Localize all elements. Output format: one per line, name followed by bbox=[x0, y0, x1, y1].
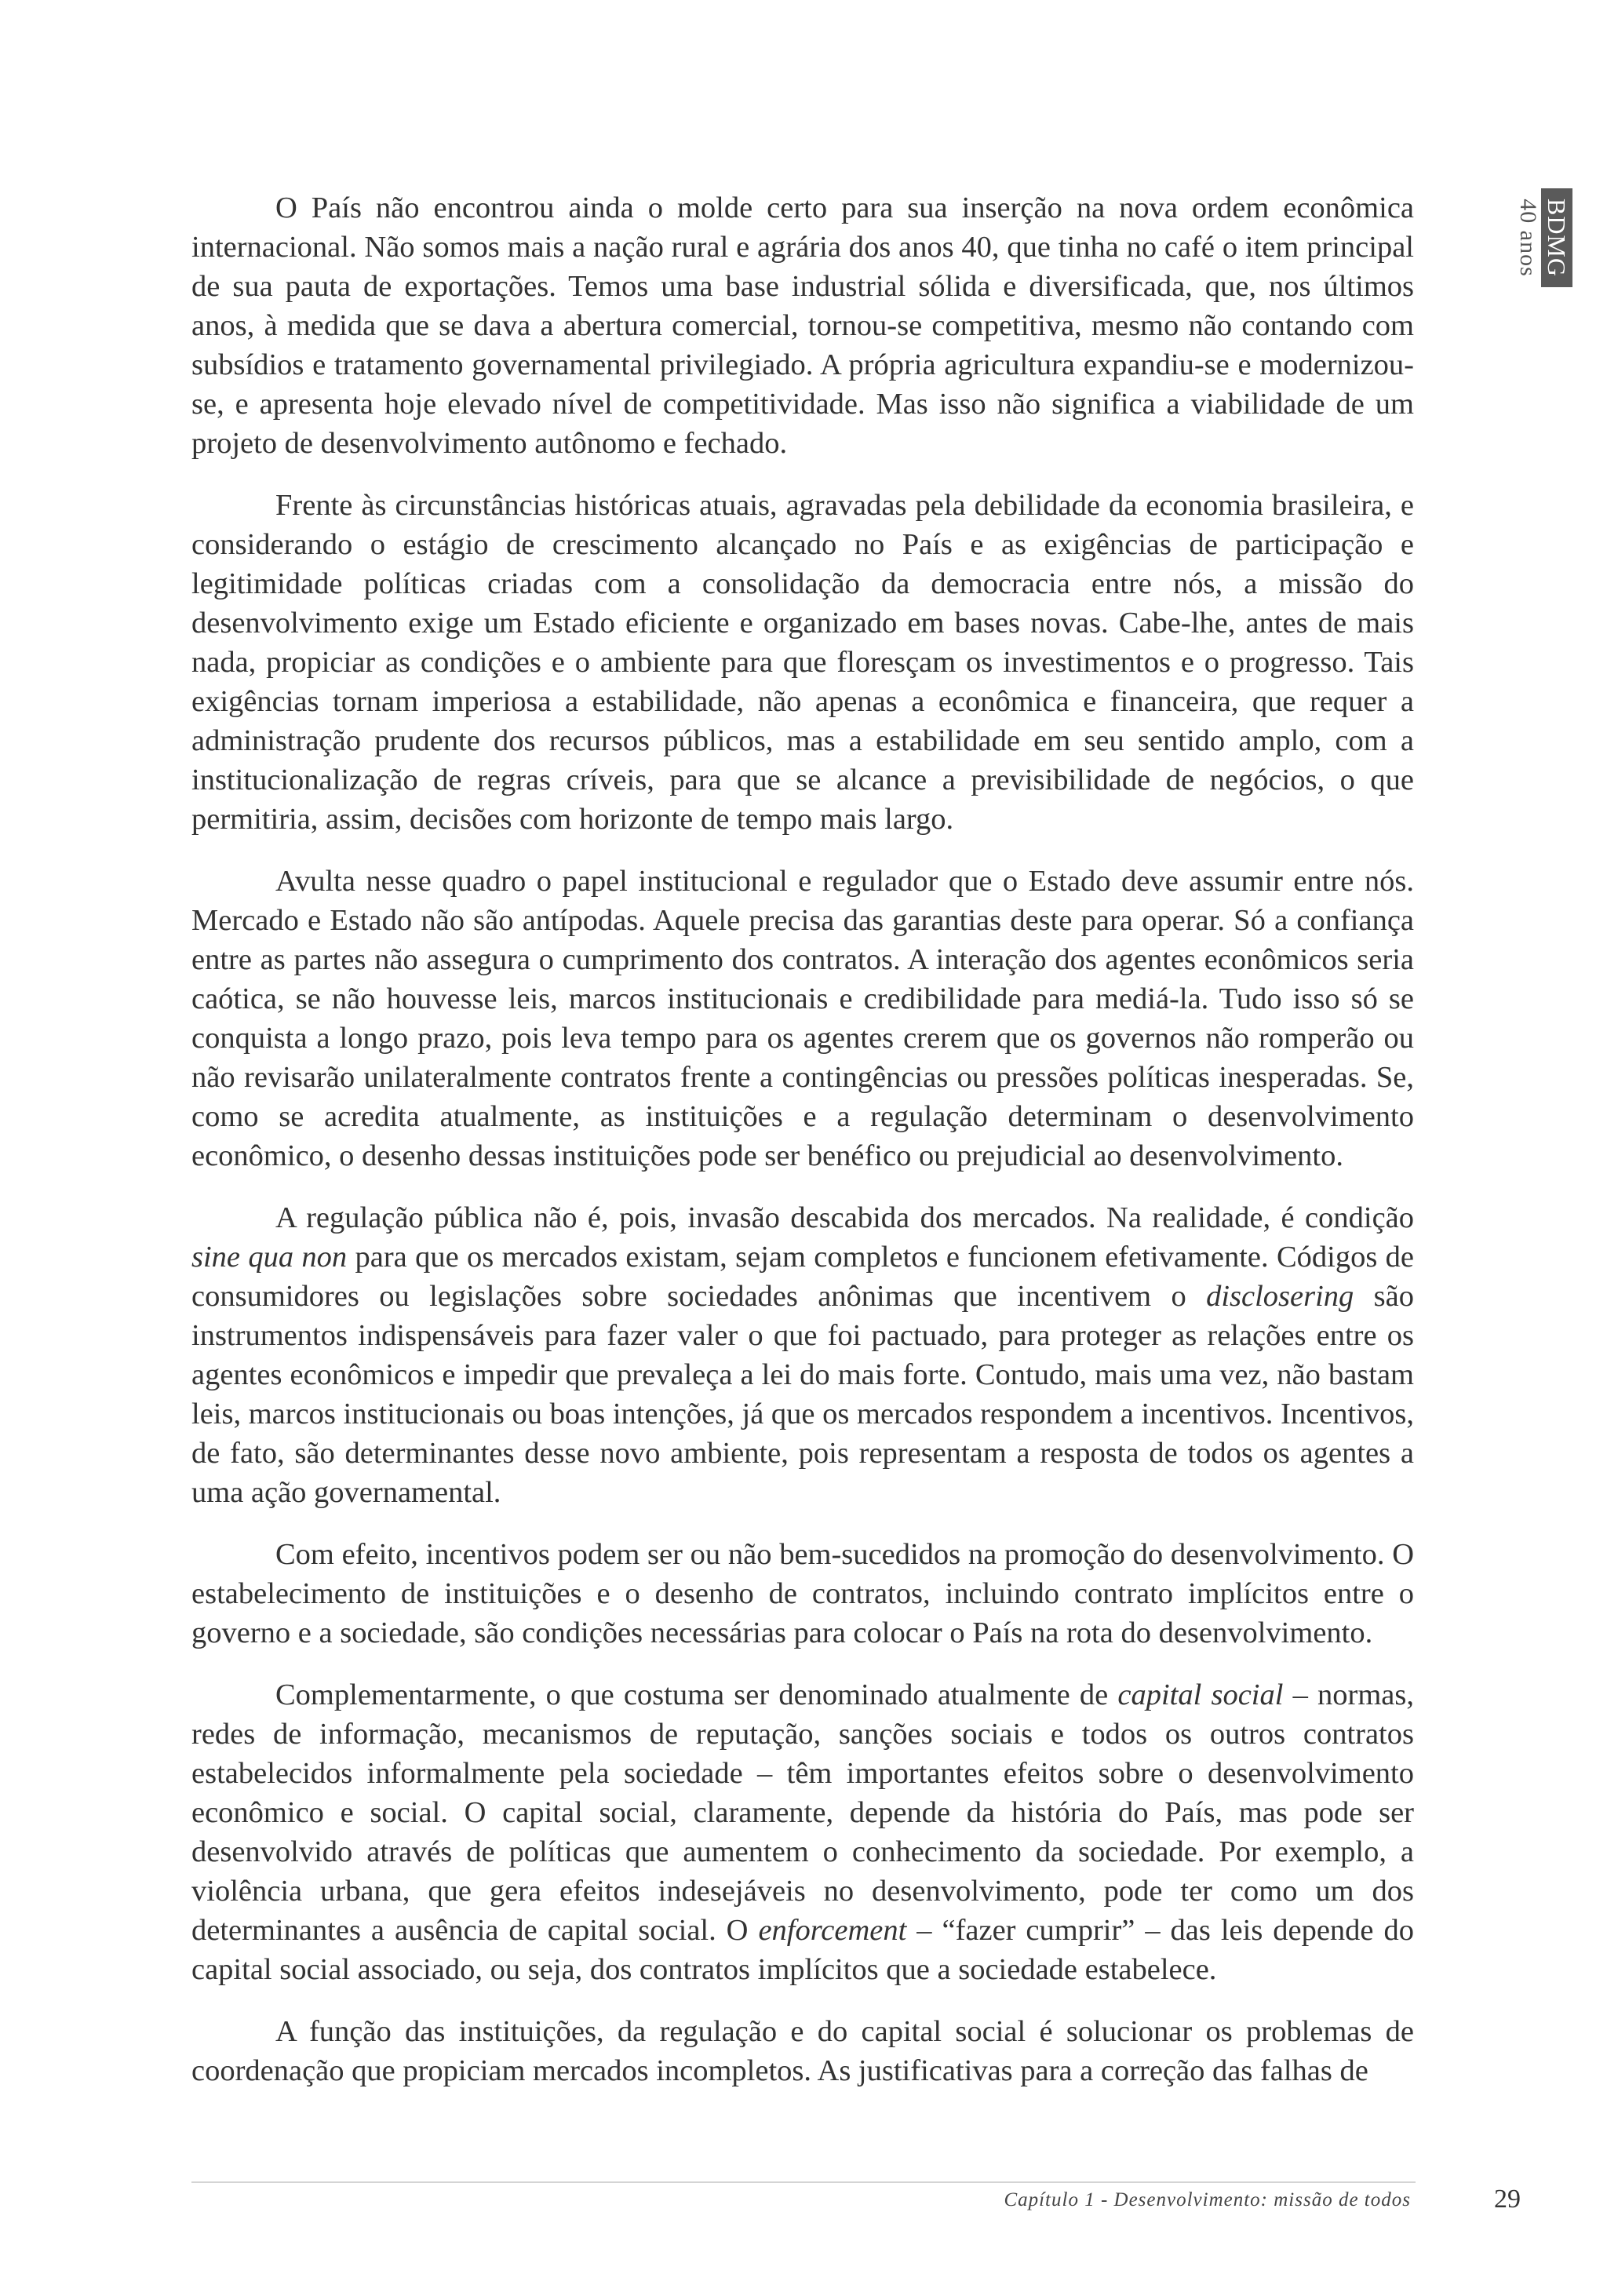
paragraph-text: para que os mercados existam, sejam completos e funcionem efetivamente. Códigos de consumidores ou legislações sobre sociedades anônimas que incentivem o bbox=[191, 1241, 1414, 1313]
page-number: 29 bbox=[1494, 2185, 1521, 2214]
paragraph-text: são instrumentos indispensáveis para fazer valer o que foi pactuado, para proteger as relações entre os agentes econômicos e impedir que prevaleça a lei do mais forte. Contudo, mais uma vez, não bastam leis, marcos institucionais ou boas intenções, já que os mercados respondem a incentivos. Incentivos, de fato, são determinantes desse novo ambiente, pois representam a resposta de todos os agentes a uma ação governamental. bbox=[191, 1280, 1414, 1509]
paragraph-text: Avulta nesse quadro o papel institucional e regulador que o Estado deve assumir entre nós. Mercado e Estado não são antípodas. Aquele precisa das garantias deste para operar. Só a confiança entre as partes não assegura o cumprimento dos contratos. A interação dos agentes econômicos seria caótica, se não houvesse leis, marcos institucionais e credibilidade para mediá-la. Tudo isso só se conquista a longo prazo, pois leva tempo para os agentes crerem que os governos não romperão ou não revisarão unilateralmente contratos frente a contingências ou pressões políticas inesperadas. Se, como se acredita atualmente, as instituições e a regulação determinam o desenvolvimento econômico, o desenho dessas instituições pode ser benéfico ou prejudicial ao desenvolvimento. bbox=[191, 865, 1414, 1172]
footer-divider bbox=[191, 2181, 1416, 2183]
italic-term: capital social bbox=[1117, 1678, 1284, 1711]
page-body bbox=[191, 188, 1414, 2113]
paragraph bbox=[191, 188, 1414, 463]
side-tab bbox=[1505, 188, 1572, 287]
paragraph bbox=[191, 862, 1414, 1175]
paragraph bbox=[191, 2012, 1414, 2090]
paragraph bbox=[191, 1535, 1414, 1653]
italic-term: enforcement bbox=[758, 1914, 907, 1947]
italic-term: disclosering bbox=[1206, 1280, 1354, 1313]
side-tab-badge: BDMG bbox=[1541, 188, 1572, 287]
paragraph-text: A regulação pública não é, pois, invasão descabida dos mercados. Na realidade, é condição bbox=[275, 1201, 1414, 1234]
paragraph-text: Com efeito, incentivos podem ser ou não bem-sucedidos na promoção do desenvolvimento. O estabelecimento de instituições e o desenho de contratos, incluindo contrato implícitos entre o governo e a sociedade, são condições necessárias para colocar o País na rota do desenvolvimento. bbox=[191, 1538, 1414, 1649]
side-tab-label bbox=[1505, 188, 1572, 287]
paragraph-text: – normas, redes de informação, mecanismos de reputação, sanções sociais e todos os outros contratos estabelecidos informalmente pela sociedade – têm importantes efeitos sobre o desenvolvimento econômico e social. O capital social, claramente, depende da história do País, mas pode ser desenvolvido através de políticas que aumentem o conhecimento da sociedade. Por exemplo, a violência urbana, que gera efeitos indesejáveis no desenvolvimento, pode ter como um dos determinantes a ausência de capital social. O bbox=[191, 1678, 1414, 1947]
paragraph-text: Frente às circunstâncias históricas atuais, agravadas pela debilidade da economia brasileira, e considerando o estágio de crescimento alcançado no País e as exigências de participação e legitimidade políticas criadas com a consolidação da democracia entre nós, a missão do desenvolvimento exige um Estado eficiente e organizado em bases novas. Cabe-lhe, antes de mais nada, propiciar as condições e o ambiente para que floresçam os investimentos e o progresso. Tais exigências tornam imperiosa a estabilidade, não apenas a econômica e financeira, que requer a administração prudente dos recursos públicos, mas a estabilidade em seu sentido amplo, com a institucionalização de regras críveis, para que se alcance a previsibilidade de negócios, o que permitiria, assim, decisões com horizonte de tempo mais largo. bbox=[191, 489, 1414, 836]
footer-chapter-title: Capítulo 1 - Desenvolvimento: missão de todos bbox=[1004, 2189, 1411, 2210]
paragraph bbox=[191, 1675, 1414, 1989]
paragraph-text: – “fazer cumprir” – das leis depende do capital social associado, ou seja, dos contratos implícitos que a sociedade estabelece. bbox=[191, 1914, 1414, 1986]
side-tab-subtitle: 40 anos bbox=[1515, 199, 1541, 277]
italic-term: sine qua non bbox=[191, 1241, 348, 1274]
paragraph-text: Complementarmente, o que costuma ser denominado atualmente de bbox=[275, 1678, 1118, 1711]
paragraph-text: O País não encontrou ainda o molde certo para sua inserção na nova ordem econômica internacional. Não somos mais a nação rural e agrária dos anos 40, que tinha no café o item principal de sua pauta de exportações. Temos uma base industrial sólida e diversificada, que, nos últimos anos, à medida que se dava a abertura comercial, tornou-se competitiva, mesmo não contando com subsídios e tratamento governamental privilegiado. A própria agricultura expandiu-se e modernizou-se, e apresenta hoje elevado nível de competitividade. Mas isso não significa a viabilidade de um projeto de desenvolvimento autônomo e fechado. bbox=[191, 191, 1414, 460]
paragraph bbox=[191, 486, 1414, 839]
paragraph bbox=[191, 1198, 1414, 1512]
paragraph-text: A função das instituições, da regulação e do capital social é solucionar os problemas de coordenação que propiciam mercados incompletos. As justificativas para a correção das falhas de bbox=[191, 2015, 1414, 2087]
